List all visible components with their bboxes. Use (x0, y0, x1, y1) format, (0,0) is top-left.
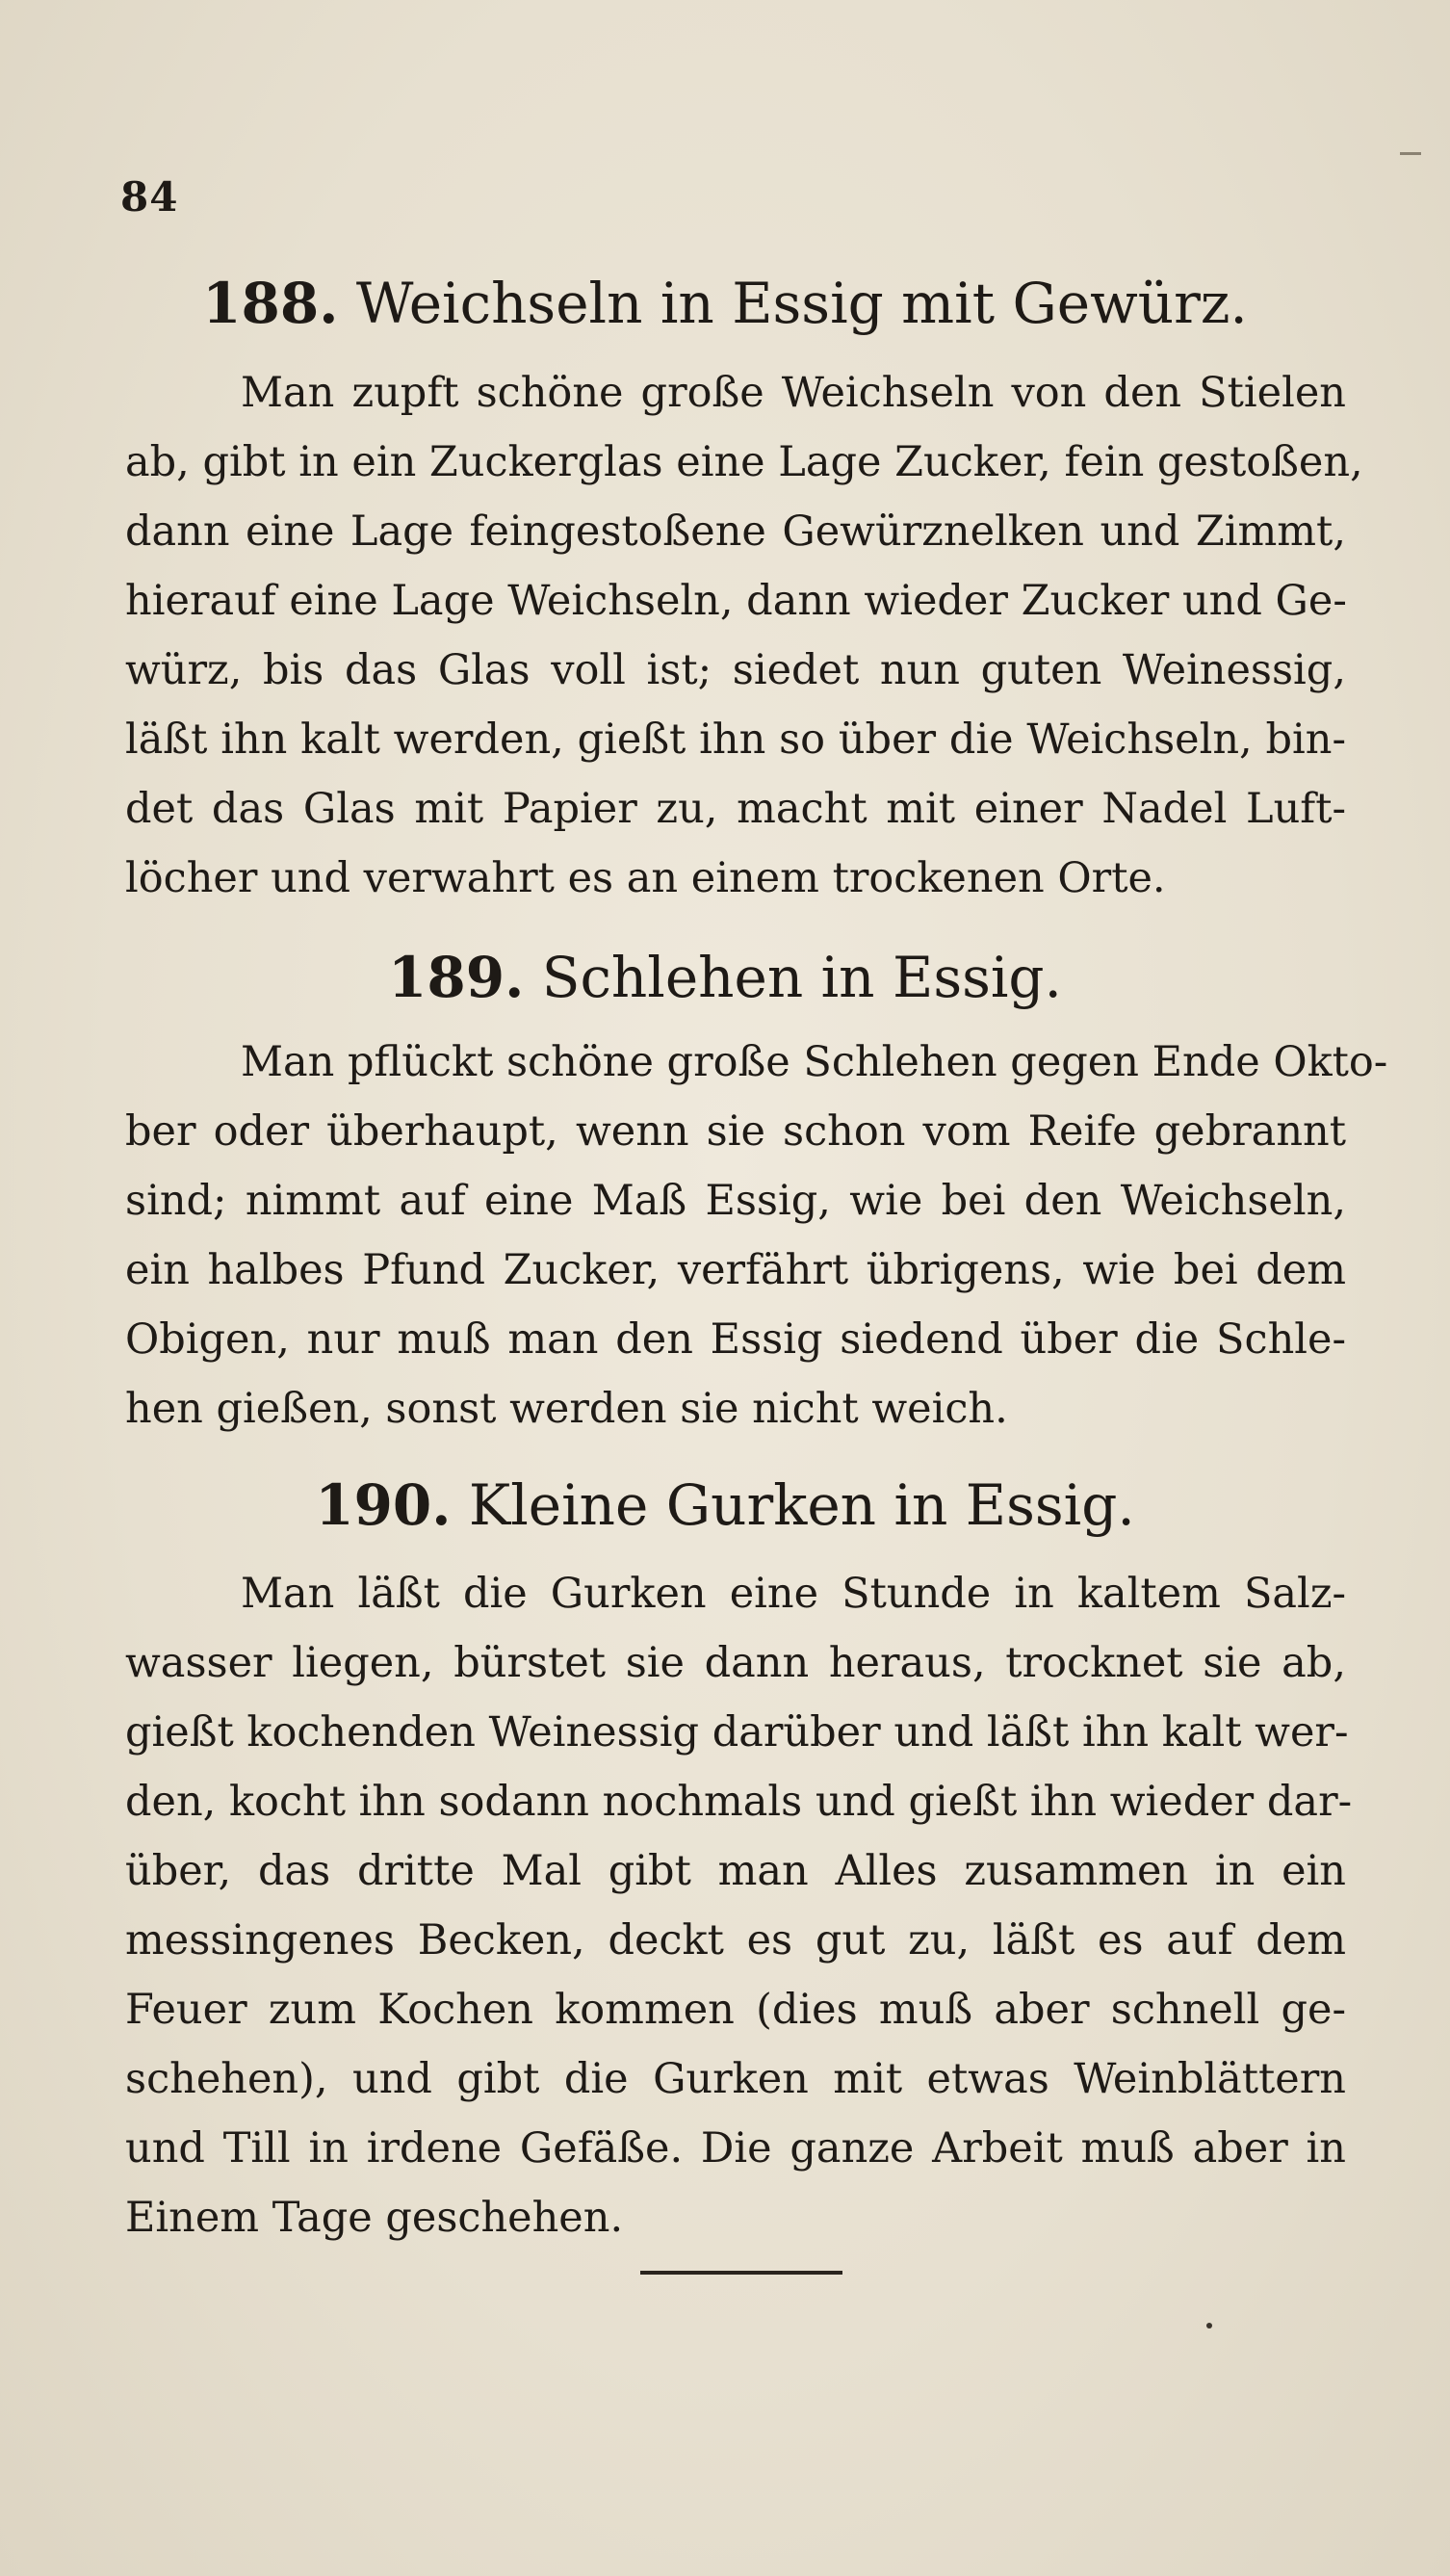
ink-speck (1206, 2323, 1212, 2329)
recipe-188-line: dann eine Lage feingestoßene Gewürznelken und Zimmt, (125, 507, 1346, 556)
recipe-188-title: Weichseln in Essig mit Gewürz. (355, 271, 1248, 336)
recipe-190-line: Feuer zum Kochen kommen (dies muß aber schnell ge- (125, 1986, 1346, 2034)
recipe-188-line: hierauf eine Lage Weichseln, dann wieder Zucker und Ge- (125, 577, 1347, 625)
recipe-188-heading (0, 270, 1450, 337)
recipe-189-number: 189. (388, 945, 525, 1010)
recipe-190-number: 190. (315, 1472, 452, 1538)
recipe-190-line: Man läßt die Gurken eine Stunde in kaltem Salz- (241, 1570, 1346, 1618)
page-number: 84 (120, 173, 179, 221)
recipe-189-heading (0, 944, 1450, 1011)
recipe-188-line: würz, bis das Glas voll ist; siedet nun guten Weinessig, (125, 646, 1346, 694)
recipe-190-line: und Till in irdene Gefäße. Die ganze Arbeit muß aber in (125, 2124, 1346, 2173)
recipe-189-line: sind; nimmt auf eine Maß Essig, wie bei den Weichseln, (125, 1177, 1346, 1225)
end-rule (640, 2271, 842, 2275)
margin-mark (1400, 152, 1421, 155)
recipe-190-title: Kleine Gurken in Essig. (468, 1472, 1135, 1538)
recipe-189-line: Man pflückt schöne große Schlehen gegen Ende Okto- (241, 1038, 1388, 1086)
recipe-190-line: schehen), und gibt die Gurken mit etwas Weinblättern (125, 2055, 1346, 2103)
recipe-188-line: det das Glas mit Papier zu, macht mit einer Nadel Luft- (125, 785, 1346, 833)
recipe-190-line: wasser liegen, bürstet sie dann heraus, trocknet sie ab, (125, 1639, 1346, 1687)
recipe-190-line: gießt kochenden Weinessig darüber und läßt ihn kalt wer- (125, 1708, 1349, 1756)
recipe-188-line: läßt ihn kalt werden, gießt ihn so über die Weichseln, bin- (125, 716, 1346, 764)
recipe-189-line: Obigen, nur muß man den Essig siedend über die Schle- (125, 1315, 1346, 1364)
recipe-190-line: über, das dritte Mal gibt man Alles zusammen in ein (125, 1847, 1346, 1895)
recipe-190-line: den, kocht ihn sodann nochmals und gießt ihn wieder dar- (125, 1778, 1353, 1826)
recipe-189-line: ber oder überhaupt, wenn sie schon vom Reife gebrannt (125, 1107, 1346, 1156)
recipe-190-line: messingenes Becken, deckt es gut zu, läßt es auf dem (125, 1916, 1346, 1965)
recipe-190-heading (0, 1471, 1450, 1539)
recipe-188-line: Man zupft schöne große Weichseln von den Stielen (241, 369, 1346, 417)
recipe-188-line: löcher und verwahrt es an einem trockenen Orte. (125, 854, 1166, 902)
recipe-189-line: hen gießen, sonst werden sie nicht weich. (125, 1385, 1008, 1433)
recipe-190-line: Einem Tage geschehen. (125, 2194, 624, 2242)
recipe-189-line: ein halbes Pfund Zucker, verfährt übrigens, wie bei dem (125, 1246, 1346, 1294)
recipe-188-line: ab, gibt in ein Zuckerglas eine Lage Zucker, fein gestoßen, (125, 438, 1363, 486)
recipe-189-title: Schlehen in Essig. (541, 945, 1062, 1010)
recipe-188-number: 188. (202, 271, 339, 336)
